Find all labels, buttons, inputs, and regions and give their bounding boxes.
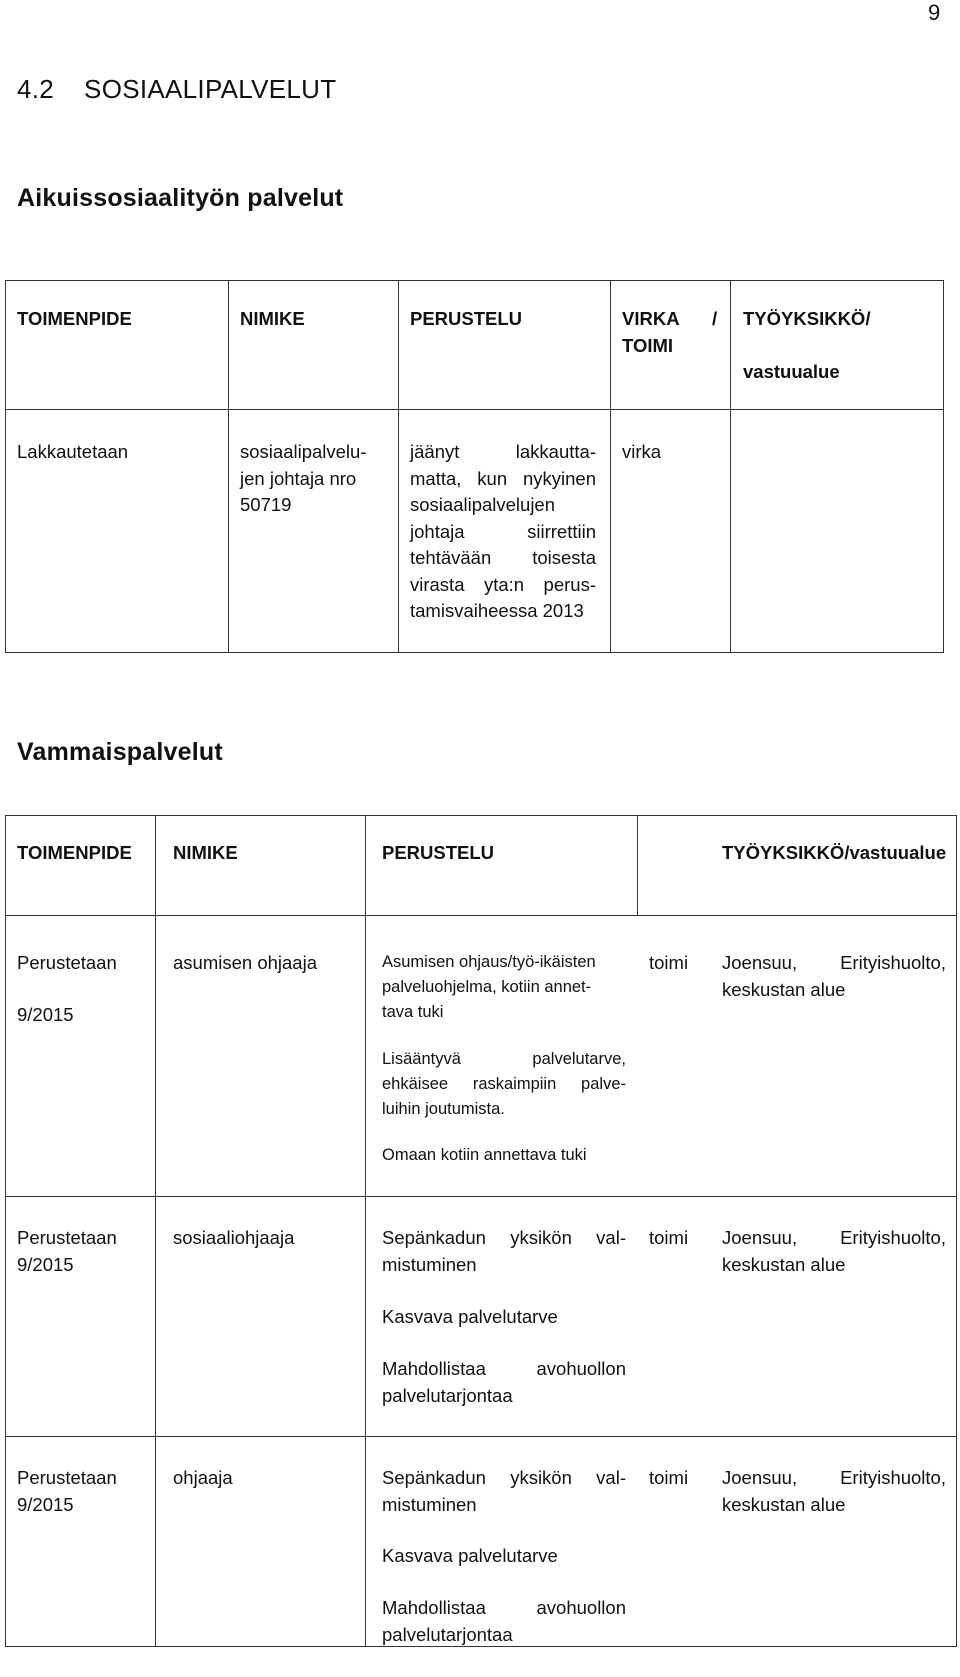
vammais-row-2-date: 9/2015: [17, 1254, 74, 1275]
aikuis-row-toimenpide: Lakkautetaan: [17, 441, 129, 462]
vammais-row-1-perustelu-c: Omaan kotiin annettava tuki: [382, 1146, 587, 1164]
vammais-heading: Vammaispalvelut: [17, 738, 223, 766]
vammais-row-1-perustelu-b: Lisääntyvä palvelutarve, ehkäisee raskaimpiin palve- luihin joutumista.: [382, 1050, 626, 1118]
vammais-row-2-toimenpide: Perustetaan: [17, 1227, 117, 1248]
vammais-row-3-toimenpide: Perustetaan: [17, 1467, 117, 1488]
vammais-row-2-perustelu-b: Kasvava palvelutarve: [382, 1306, 558, 1327]
table-border: [5, 1196, 957, 1197]
vammais-row-1-toimenpide: Perustetaan: [17, 952, 117, 973]
table-border: [5, 915, 957, 916]
vammais-row-2-perustelu-c: Mahdollistaa avohuollon palvelutarjontaa: [382, 1358, 626, 1406]
vammais-row-3-nimike: ohjaaja: [173, 1467, 233, 1488]
vammais-row-1-virka: toimi: [649, 952, 689, 973]
aikuis-heading: Aikuissosiaalityön palvelut: [17, 184, 344, 212]
page-number: 9: [928, 0, 941, 25]
vammais-header-tyoyksikko: TYÖYKSIKKÖ/vastuualue: [722, 842, 947, 863]
table-border: [155, 815, 156, 1647]
table-border: [5, 280, 6, 653]
table-border: [5, 1436, 957, 1437]
table-border: [365, 815, 366, 1647]
table-border: [5, 815, 6, 1647]
aikuis-row-nimike: sosiaalipalvelu- jen johtaja nro 50719: [240, 441, 367, 515]
table-border: [943, 280, 944, 653]
aikuis-header-toimenpide: TOIMENPIDE: [17, 308, 132, 329]
section-number: 4.2: [17, 74, 55, 104]
table-border: [228, 280, 229, 653]
vammais-row-2-tyo: Joensuu, Erityishuolto, keskustan alue: [722, 1227, 946, 1275]
table-border: [610, 280, 611, 653]
aikuis-header-tyoyksikko: TYÖYKSIKKÖ/: [743, 308, 871, 329]
aikuis-header-nimike: NIMIKE: [240, 308, 305, 329]
vammais-header-toimenpide: TOIMENPIDE: [17, 842, 132, 863]
vammais-row-3-tyo: Joensuu, Erityishuolto, keskustan alue: [722, 1467, 946, 1515]
table-border: [637, 815, 638, 915]
vammais-row-3-date: 9/2015: [17, 1494, 74, 1515]
aikuis-header-toimi: TOIMI: [622, 335, 674, 356]
vammais-row-1-perustelu-a: Asumisen ohjaus/työ-ikäisten palveluohjelma, kotiin annet- tava tuki: [382, 953, 596, 1021]
section-heading: [17, 74, 336, 105]
table-border: [956, 815, 957, 1647]
vammais-row-1-nimike: asumisen ohjaaja: [173, 952, 317, 973]
table-border: [5, 815, 957, 816]
aikuis-header-vastuualue: vastuualue: [743, 361, 840, 382]
vammais-row-1-date: 9/2015: [17, 1004, 74, 1025]
aikuis-header-virka-slash: /: [712, 308, 718, 329]
aikuis-header-virka: VIRKA: [622, 308, 680, 329]
table-border: [5, 409, 944, 410]
vammais-header-nimike: NIMIKE: [173, 842, 238, 863]
vammais-row-3-perustelu-b: Kasvava palvelutarve: [382, 1545, 558, 1566]
vammais-row-2-perustelu-a: Sepänkadun yksikön val- mistuminen: [382, 1227, 626, 1275]
table-border: [5, 652, 944, 653]
aikuis-row-perustelu: jäänyt lakkautta- matta, kun nykyinen sosiaalipalvelujen johtaja siirrettiin tehtävään toisesta virasta yta:n perus- tamisvaiheessa 2013: [410, 441, 596, 621]
vammais-header-perustelu: PERUSTELU: [382, 842, 495, 863]
vammais-row-1-tyo: Joensuu, Erityishuolto, keskustan alue: [722, 952, 946, 1000]
aikuis-row-virka: virka: [622, 441, 662, 462]
section-title: SOSIAALIPALVELUT: [84, 74, 337, 104]
vammais-row-2-virka: toimi: [649, 1227, 689, 1248]
vammais-row-3-perustelu-c: Mahdollistaa avohuollon palvelutarjontaa: [382, 1597, 626, 1645]
vammais-row-2-nimike: sosiaaliohjaaja: [173, 1227, 295, 1248]
table-border: [5, 280, 944, 281]
vammais-row-3-virka: toimi: [649, 1467, 689, 1488]
vammais-row-3-perustelu-a: Sepänkadun yksikön val- mistuminen: [382, 1467, 626, 1515]
table-border: [398, 280, 399, 653]
aikuis-header-perustelu: PERUSTELU: [410, 308, 523, 329]
table-border: [730, 280, 731, 653]
